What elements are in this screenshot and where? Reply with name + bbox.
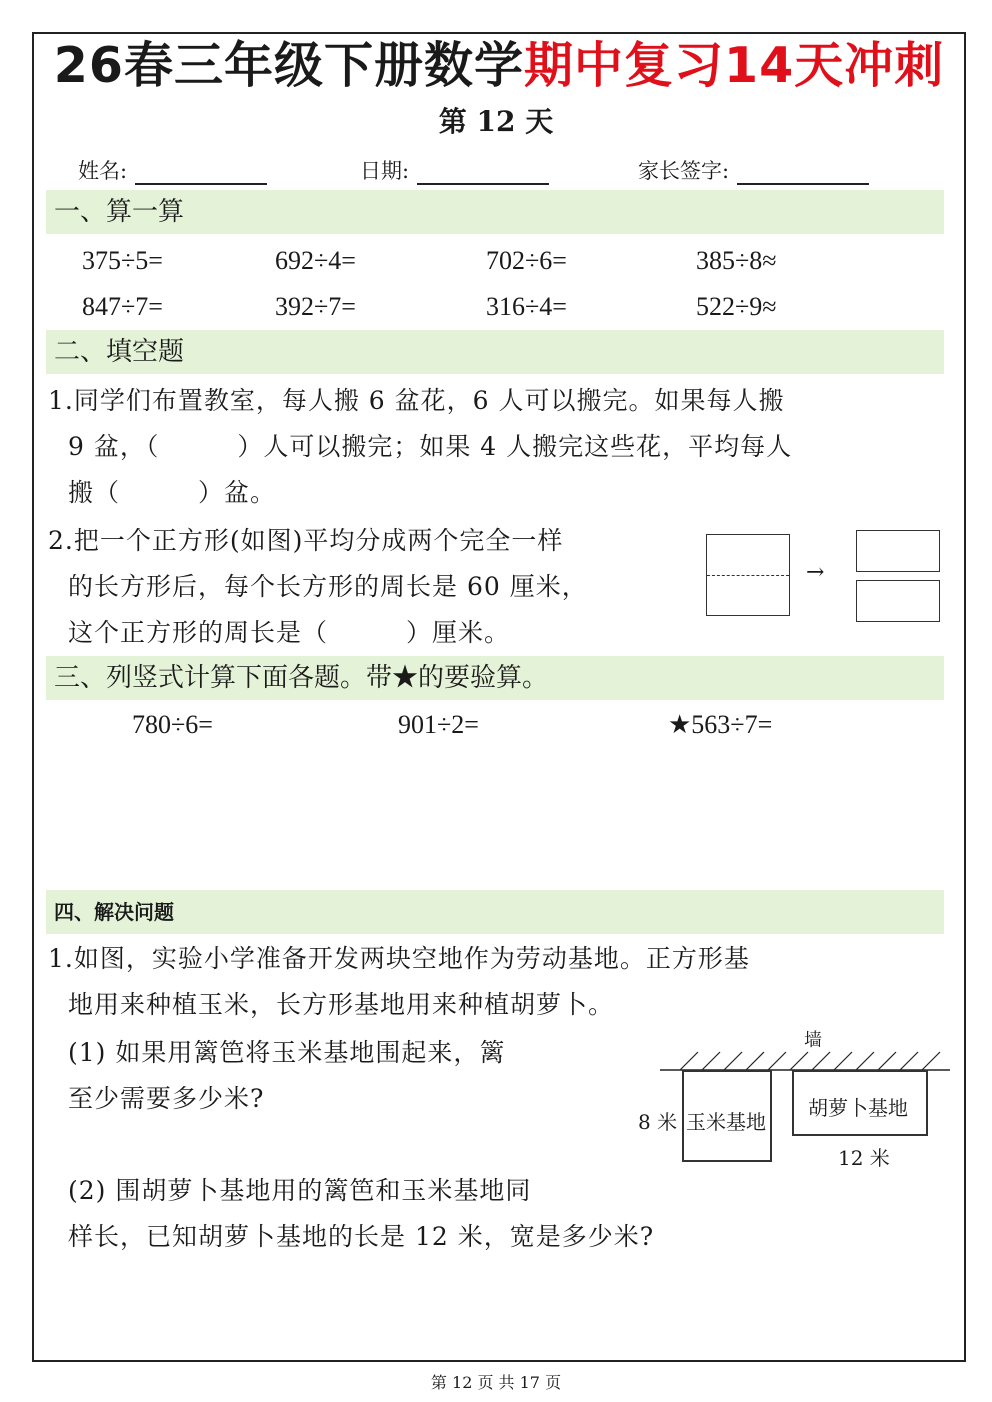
- vertical-calc-item: 780÷6=: [132, 710, 213, 739]
- q1-line1: 1.同学们布置教室，每人搬 6 盆花，6 人可以搬完。如果每人搬: [48, 386, 785, 415]
- dashed-divider: [707, 575, 789, 576]
- s4-q1-line1: 1.如图，实验小学准备开发两块空地作为劳动基地。正方形基: [48, 944, 750, 973]
- section2-heading: 二、填空题: [46, 330, 944, 374]
- rectangle-piece-top: [856, 530, 940, 572]
- carrot-length-label: 12 米: [838, 1146, 890, 1170]
- parent-signature-field[interactable]: 家长签字:: [638, 155, 869, 185]
- vertical-calc-item-star: ★563÷7=: [668, 710, 773, 739]
- rectangle-piece-bottom: [856, 580, 940, 622]
- page-footer: 第 12 页 共 17 页: [430, 1373, 562, 1392]
- page-title: 26春三年级下册数学期中复习14天冲刺: [53, 37, 945, 94]
- wall-label: 墙: [804, 1030, 822, 1051]
- section4-heading: 四、解决问题: [46, 890, 944, 934]
- section3-heading: 三、列竖式计算下面各题。带★的要验算。: [46, 656, 944, 700]
- q1-line2: 9 盆，（ ）人可以搬完；如果 4 人搬完这些花，平均每人: [68, 432, 793, 461]
- calc-item: 847÷7=: [82, 292, 163, 321]
- side-length-label: 8 米: [638, 1110, 678, 1134]
- q2-line1: 2.把一个正方形(如图)平均分成两个完全一样: [48, 526, 564, 555]
- q2-line3: 这个正方形的周长是（ ）厘米。: [68, 618, 511, 647]
- calc-item: 392÷7=: [275, 292, 356, 321]
- s4-q1-line2: 地用来种植玉米，长方形基地用来种植胡萝卜。: [68, 990, 615, 1019]
- s4-part2-line2: 样长，已知胡萝卜基地的长是 12 米，宽是多少米?: [68, 1222, 655, 1251]
- section1-heading: 一、算一算: [46, 190, 944, 234]
- s4-part1-line1: (1) 如果用篱笆将玉米基地围起来，篱: [68, 1038, 506, 1067]
- calc-item: 522÷9≈: [696, 292, 777, 321]
- s4-part1-line2: 至少需要多少米?: [68, 1084, 265, 1113]
- q2-line2: 的长方形后，每个长方形的周长是 60 厘米，: [68, 572, 588, 601]
- name-field[interactable]: 姓名:: [78, 155, 267, 185]
- s4-part2-line1: (2) 围胡萝卜基地用的篱笆和玉米基地同: [68, 1176, 532, 1205]
- corn-plot-label: 玉米基地: [686, 1110, 766, 1134]
- calc-item: 385÷8≈: [696, 246, 777, 275]
- q1-line3: 搬（ ）盆。: [68, 478, 277, 507]
- carrot-plot-label: 胡萝卜基地: [808, 1096, 908, 1120]
- calc-item: 375÷5=: [82, 246, 163, 275]
- calc-item: 702÷6=: [486, 246, 567, 275]
- vertical-calc-item: 901÷2=: [398, 710, 479, 739]
- arrow-icon: →: [806, 560, 825, 585]
- day-label: 第 12 天: [438, 105, 554, 138]
- calc-item: 316÷4=: [486, 292, 567, 321]
- square-figure: [706, 534, 790, 616]
- date-field[interactable]: 日期:: [360, 155, 549, 185]
- calc-item: 692÷4=: [275, 246, 356, 275]
